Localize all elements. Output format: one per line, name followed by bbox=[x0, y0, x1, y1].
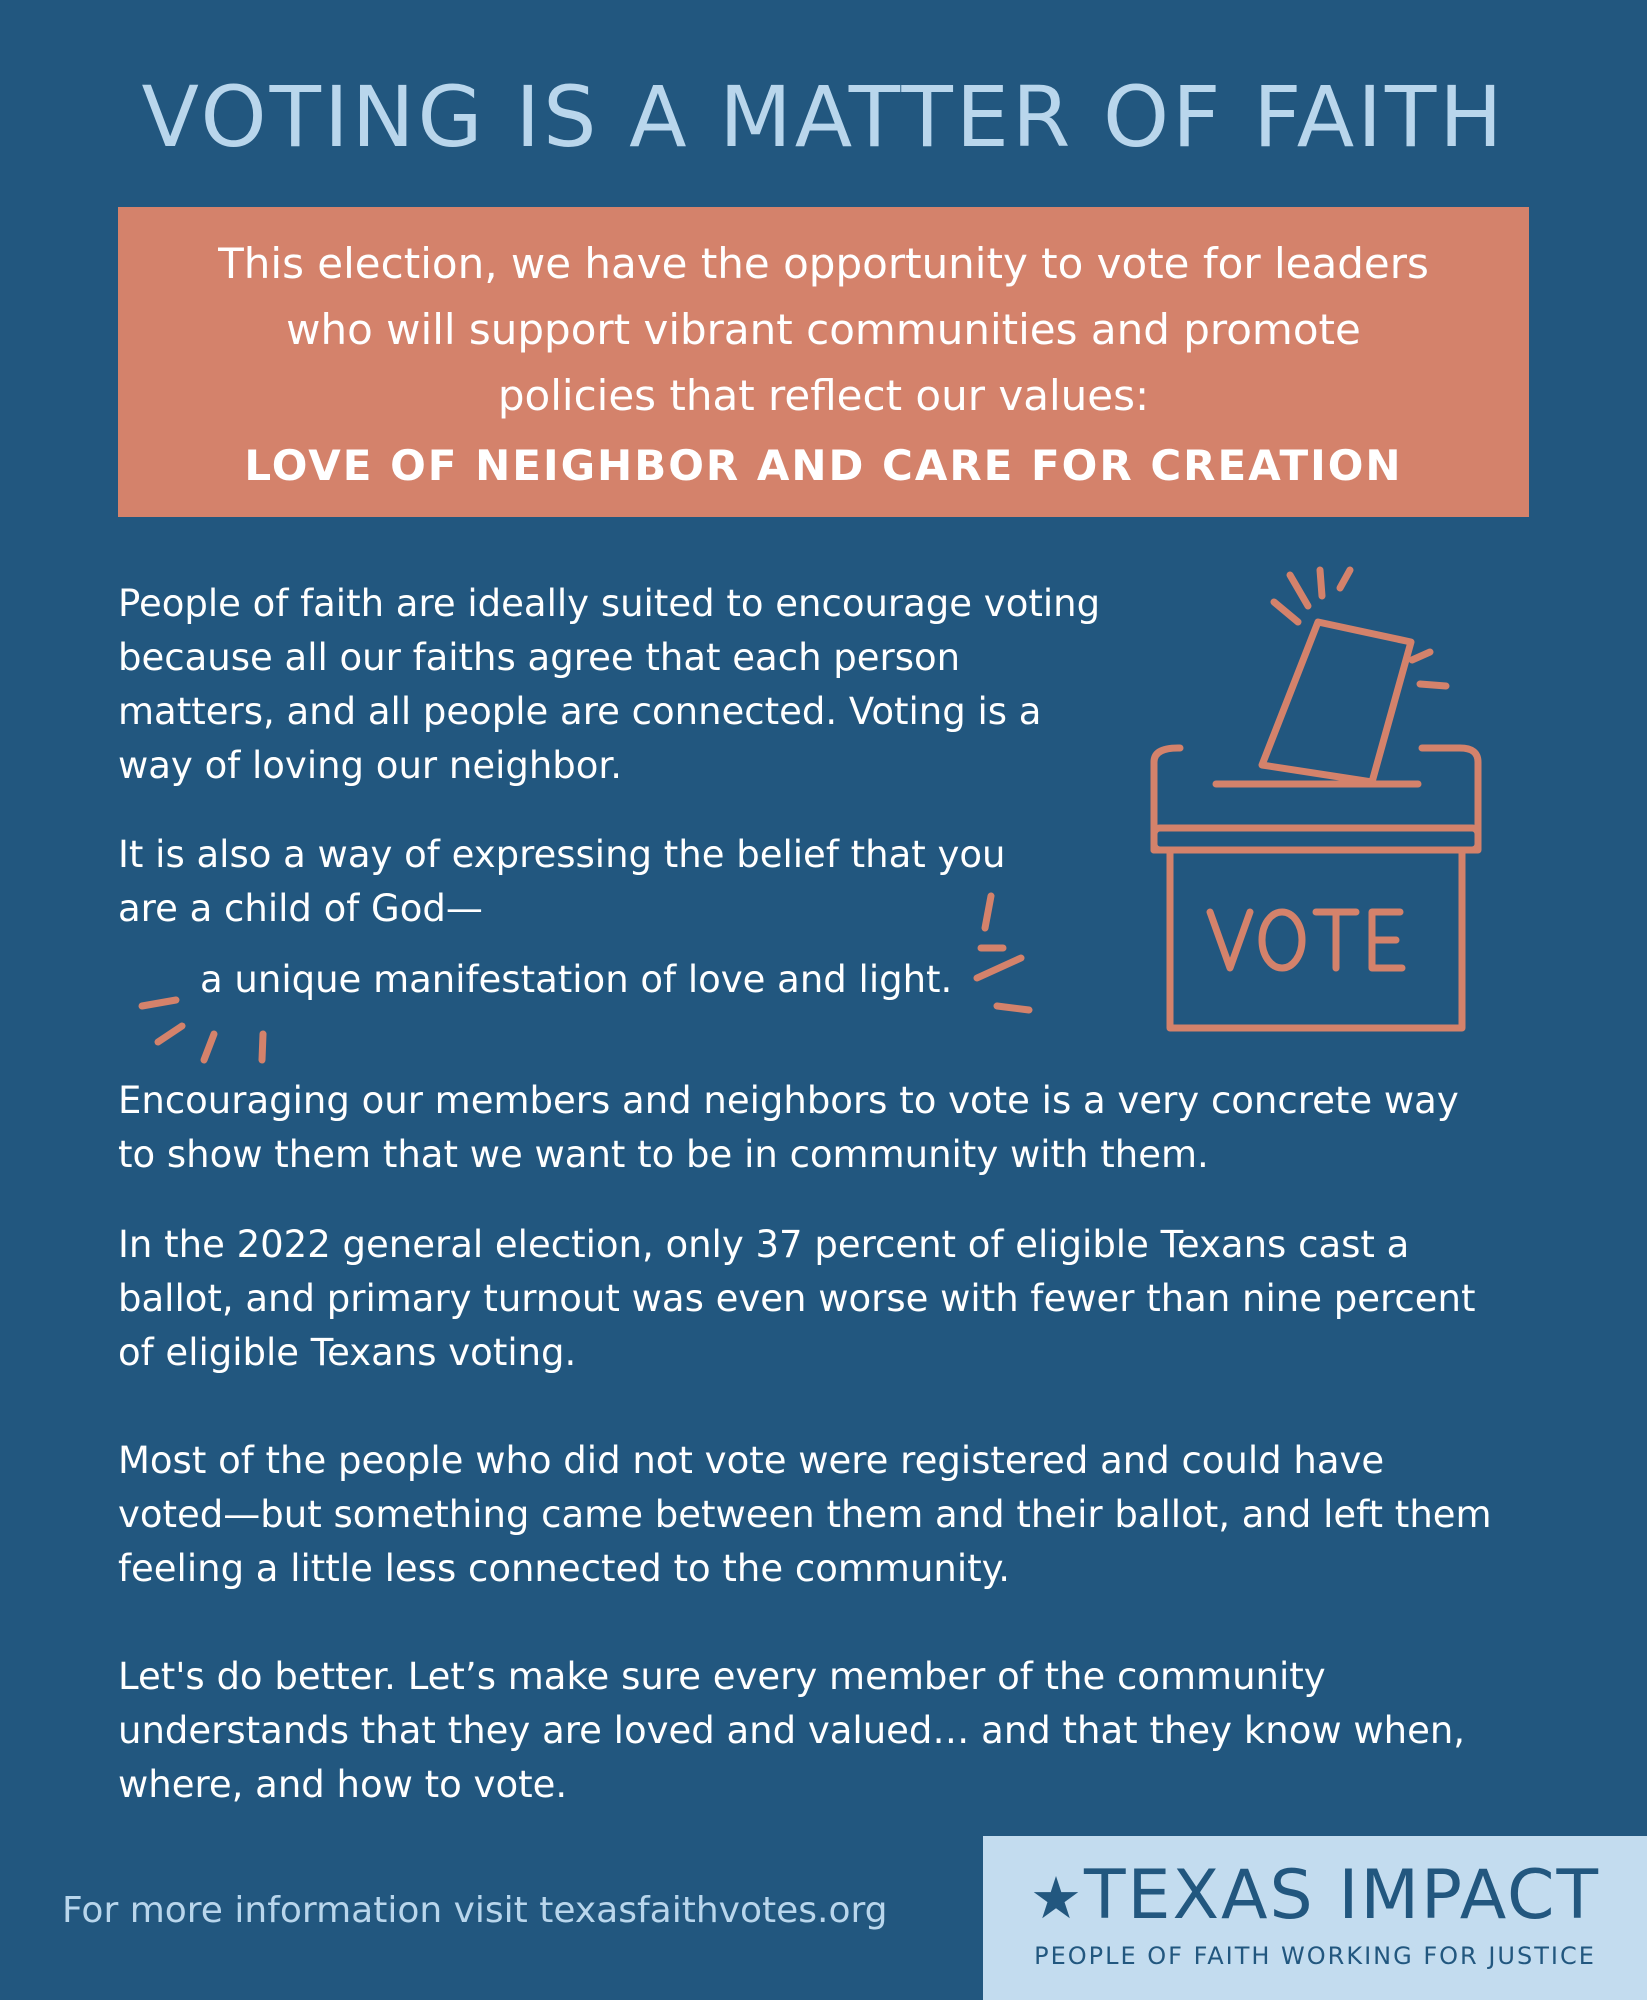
page-title: VOTING IS A MATTER OF FAITH bbox=[141, 68, 1506, 166]
callout-line: policies that reflect our values: bbox=[497, 371, 1150, 420]
paragraph-line: Most of the people who did not vote were registered and could have bbox=[118, 1439, 1385, 1482]
logo-name: TEXAS IMPACT bbox=[1083, 1856, 1601, 1935]
paragraph-do-better bbox=[118, 1650, 1465, 1812]
paragraph-line: of eligible Texans voting. bbox=[118, 1331, 577, 1374]
callout-emphasis: LOVE OF NEIGHBOR AND CARE FOR CREATION bbox=[244, 441, 1403, 490]
paragraph-line: voted—but something came between them and their ballot, and left them bbox=[118, 1493, 1492, 1536]
paragraph-line: way of loving our neighbor. bbox=[118, 744, 622, 787]
paragraph-line: are a child of God— bbox=[118, 887, 483, 930]
paragraph-community bbox=[118, 1074, 1459, 1182]
paragraph-line: Encouraging our members and neighbors to vote is a very concrete way bbox=[118, 1079, 1459, 1122]
paragraph-turnout bbox=[118, 1218, 1475, 1380]
sparkle-left-icon bbox=[130, 990, 280, 1070]
callout-line: This election, we have the opportunity to vote for leaders bbox=[218, 239, 1429, 288]
paragraph-line: where, and how to vote. bbox=[118, 1763, 568, 1806]
paragraph-child-of-god bbox=[118, 828, 1006, 936]
paragraph-line: People of faith are ideally suited to encourage voting bbox=[118, 582, 1101, 625]
logo-name-row bbox=[983, 1858, 1647, 1936]
highlight-line: a unique manifestation of love and light. bbox=[200, 958, 953, 1001]
paragraph-line: matters, and all people are connected. Voting is a bbox=[118, 690, 1042, 733]
star-icon: ★ bbox=[1029, 1864, 1084, 1932]
paragraph-registered bbox=[118, 1434, 1492, 1596]
texas-impact-logo bbox=[983, 1836, 1647, 2000]
paragraph-line: Let's do better. Let’s make sure every member of the community bbox=[118, 1655, 1326, 1698]
paragraph-line: ballot, and primary turnout was even worse with fewer than nine percent bbox=[118, 1277, 1476, 1320]
paragraph-line: In the 2022 general election, only 37 percent of eligible Texans cast a bbox=[118, 1223, 1410, 1266]
paragraph-faith bbox=[118, 577, 1100, 793]
paragraph-line: It is also a way of expressing the belief that you bbox=[118, 833, 1006, 876]
callout-line: who will support vibrant communities and promote bbox=[286, 305, 1361, 354]
paragraph-line: feeling a little less connected to the community. bbox=[118, 1547, 1011, 1590]
sparkle-right-icon bbox=[975, 888, 1045, 1012]
logo-tagline: PEOPLE OF FAITH WORKING FOR JUSTICE bbox=[1034, 1942, 1596, 1970]
callout-box bbox=[118, 207, 1529, 517]
paragraph-line: understands that they are loved and valued… and that they know when, bbox=[118, 1709, 1466, 1752]
ballot-box-icon bbox=[1140, 560, 1500, 1040]
footer-info-link[interactable]: For more information visit texasfaithvotes.org bbox=[62, 1890, 888, 1931]
paragraph-line: because all our faiths agree that each person bbox=[118, 636, 961, 679]
paragraph-line: to show them that we want to be in community with them. bbox=[118, 1133, 1209, 1176]
